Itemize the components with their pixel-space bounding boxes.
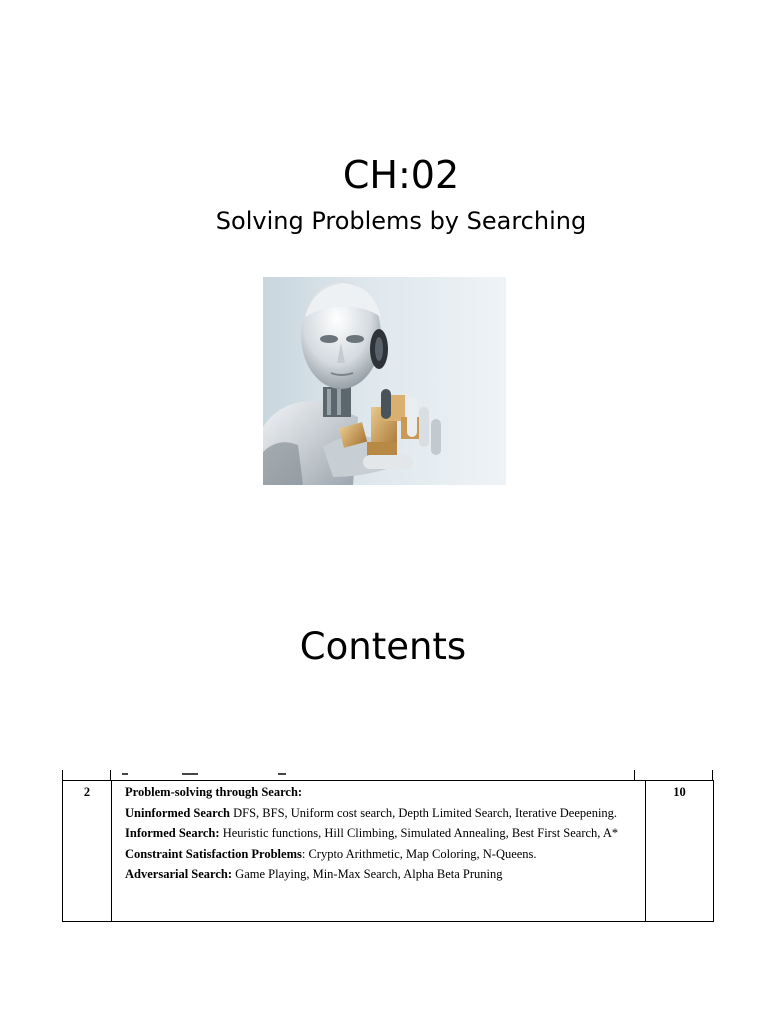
table-cut-top-edge xyxy=(62,764,714,780)
unit-number-cell: 2 xyxy=(63,781,112,921)
topic-description-cell xyxy=(112,781,646,921)
chapter-title: CH:02 xyxy=(342,153,460,197)
contents-heading: Contents xyxy=(299,625,467,668)
topic-line: Adversarial Search: Game Playing, Min-Max Search, Alpha Beta Pruning xyxy=(125,867,503,882)
robot-puzzle-image xyxy=(263,277,506,485)
topic-line: Uninformed Search DFS, BFS, Uniform cost search, Depth Limited Search, Iterative Deepening. xyxy=(125,805,618,820)
table-row xyxy=(62,780,714,922)
topic-title: Problem-solving through Search: xyxy=(125,785,303,799)
topic-line: Informed Search: Heuristic functions, Hill Climbing, Simulated Annealing, Best First Search, A* xyxy=(125,826,619,841)
chapter-subtitle: Solving Problems by Searching xyxy=(215,207,587,235)
hours-cell: 10 xyxy=(673,785,686,799)
topic-line: Constraint Satisfaction Problems: Crypto Arithmetic, Map Coloring, N-Queens. xyxy=(125,846,537,861)
syllabus-table xyxy=(62,764,714,922)
